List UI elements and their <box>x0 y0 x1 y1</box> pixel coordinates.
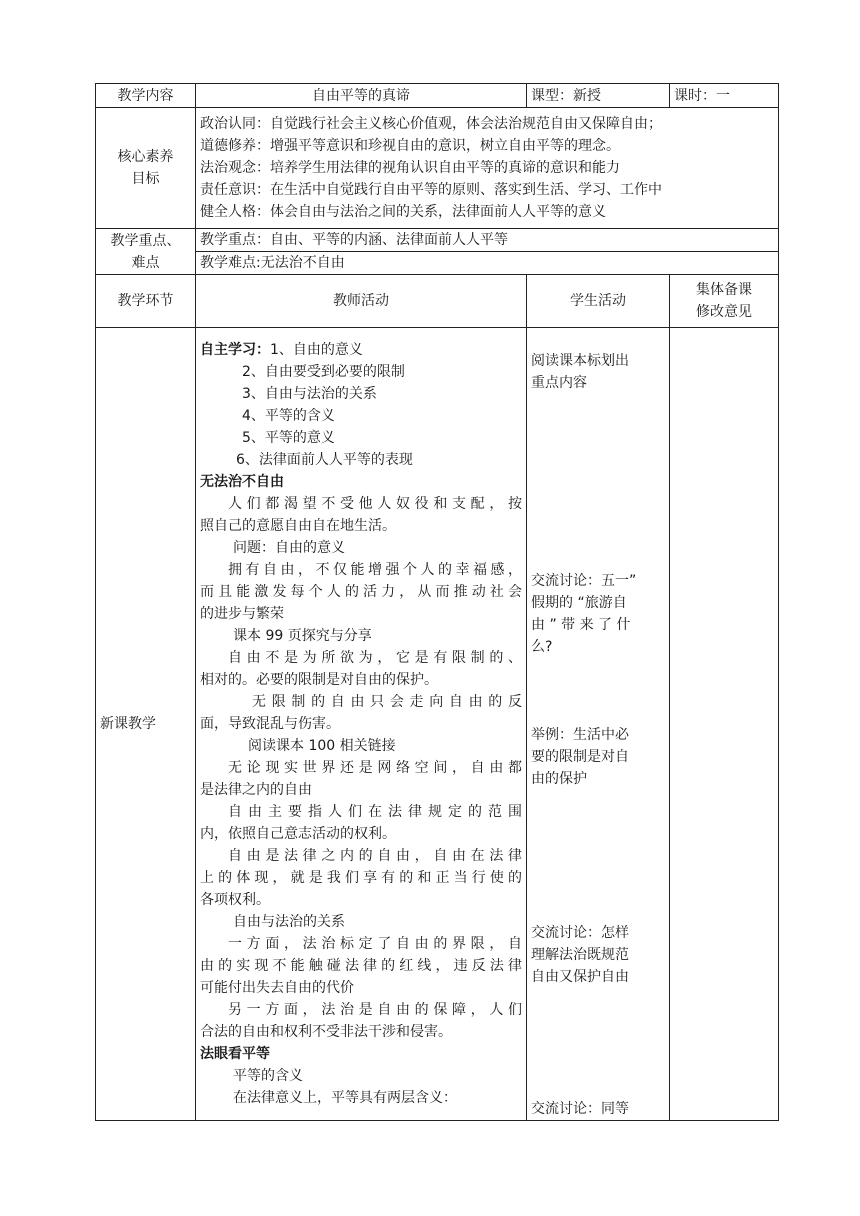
paragraph-line: 上的体现，就是我们享有的和正当行使的 <box>200 870 522 886</box>
section-title: 无法治不自由 <box>200 474 284 490</box>
paragraph-line: 无论现实世界还是网络空间，自由都 <box>228 760 522 776</box>
paragraph-line: 人们都渴望不受他人奴役和支配，按 <box>228 496 522 512</box>
self-study-title: 自主学习： <box>200 342 270 358</box>
goal-line: 政治认同：自觉践行社会主义核心价值观，体会法治规范自由又保障自由； <box>200 116 662 132</box>
section-title: 法眼看平等 <box>200 1046 270 1062</box>
paragraph-line: 而且能激发每个人的活力，从而推动社会 <box>200 584 522 600</box>
self-study-item: 2、自由要受到必要的限制 <box>242 364 405 380</box>
student-line: 理解法治既规范 <box>531 947 629 963</box>
student-line: 由 ” 带 来 了 什 <box>531 617 631 633</box>
self-study-item: 1、自由的意义 <box>270 342 363 358</box>
column-header-row <box>96 275 779 328</box>
goal-line: 道德修养：增强平等意识和珍视自由的意识，树立自由平等的理念。 <box>200 138 620 154</box>
notes-cell <box>670 328 779 1121</box>
paragraph-line: 问题：自由的意义 <box>233 540 345 556</box>
col-teacher: 教师活动 <box>196 275 527 328</box>
paragraph-line: 自由主要指人们在法律规定的范围 <box>228 804 522 820</box>
header-row <box>96 84 779 108</box>
goal-line: 责任意识：在生活中自觉践行自由平等的原则、落实到生活、学习、工作中 <box>200 182 662 198</box>
lesson-row <box>96 328 779 1121</box>
col-student: 学生活动 <box>527 275 670 328</box>
paragraph-line: 相对的。必要的限制是对自由的保护。 <box>200 672 438 688</box>
col-notes-line1: 集体备课 <box>696 282 752 298</box>
goals-label-line1: 核心素养 <box>117 149 174 165</box>
student-line: 阅读课本标划出 <box>531 353 629 369</box>
paragraph-line: 平等的含义 <box>233 1068 303 1084</box>
paragraph-line: 是法律之内的自由 <box>200 782 312 798</box>
paragraph-line: 的进步与繁荣 <box>200 606 284 622</box>
content-value: 自由平等的真谛 <box>196 84 527 108</box>
paragraph-line: 拥有自由，不仅能增强个人的幸福感， <box>228 562 522 578</box>
content-label: 教学内容 <box>96 84 196 108</box>
col-notes-line2: 修改意见 <box>696 304 752 320</box>
paragraph-line: 无限制的自由只会走向自由的反 <box>252 694 522 710</box>
student-line: 交流讨论：怎样 <box>531 925 629 941</box>
paragraph-line: 自由与法治的关系 <box>233 914 345 930</box>
col-stage: 教学环节 <box>96 275 196 328</box>
student-line: 假期的 “旅游自 <box>531 595 627 611</box>
teaching-focus: 教学重点：自由、平等的内涵、法律面前人人平等 <box>196 229 779 252</box>
student-line: 重点内容 <box>531 375 587 391</box>
student-activity <box>527 328 670 1121</box>
self-study-item: 3、自由与法治的关系 <box>242 386 377 402</box>
paragraph-line: 另一方面，法治是自由的保障，人们 <box>228 1002 522 1018</box>
paragraph-line: 可能付出失去自由的代价 <box>200 980 354 996</box>
lesson-type: 课型：新授 <box>527 84 670 108</box>
keypoints-label-line1: 教学重点、 <box>110 232 181 249</box>
paragraph-line: 一方面，法治标定了自由的界限，自 <box>228 936 522 952</box>
goals-content <box>196 108 779 229</box>
lesson-plan-table <box>95 83 779 1121</box>
goals-row <box>96 108 779 229</box>
student-line: 要的限制是对自 <box>531 749 629 765</box>
goal-line: 健全人格：体会自由与法治之间的关系，法律面前人人平等的意义 <box>200 204 606 220</box>
paragraph-line: 合法的自由和权利不受非法干涉和侵害。 <box>200 1024 452 1040</box>
paragraph-line: 自由是法律之内的自由，自由在法律 <box>228 848 522 864</box>
student-line: 由的保护 <box>531 771 587 787</box>
keypoints-label-line2: 难点 <box>131 254 160 271</box>
keypoints-label <box>96 229 196 275</box>
student-line: 交流讨论：五一” <box>531 573 637 589</box>
goal-line: 法治观念：培养学生用法律的视角认识自由平等的真谛的意识和能力 <box>200 160 620 176</box>
self-study-item: 6、法律面前人人平等的表现 <box>236 452 413 468</box>
student-line: 举例：生活中必 <box>531 727 629 743</box>
stage-cell: 新课教学 <box>96 328 196 1121</box>
student-line: 么? <box>531 639 553 655</box>
student-line: 交流讨论：同等 <box>531 1101 629 1117</box>
paragraph-line: 阅读课本 100 相关链接 <box>248 738 396 754</box>
goals-label <box>96 108 196 229</box>
student-line: 自由又保护自由 <box>531 969 629 985</box>
paragraph-line: 照自己的意愿自由自在地生活。 <box>200 518 396 534</box>
teacher-activity <box>196 328 527 1121</box>
col-notes <box>670 275 779 328</box>
teaching-difficulty: 教学难点:无法治不自由 <box>196 252 779 275</box>
paragraph-line: 由的实现不能触碰法律的红线，违反法律 <box>200 958 522 974</box>
paragraph-line: 课本 99 页探究与分享 <box>233 628 372 644</box>
paragraph-line: 面，导致混乱与伤害。 <box>200 716 340 732</box>
focus-row <box>96 229 779 252</box>
paragraph-line: 各项权利。 <box>200 892 270 908</box>
self-study-item: 4、平等的含义 <box>242 408 335 424</box>
paragraph-line: 自由不是为所欲为，它是有限制的、 <box>228 650 522 666</box>
lesson-period: 课时：一 <box>670 84 779 108</box>
goals-label-line2: 目标 <box>131 171 160 187</box>
paragraph-line: 在法律意义上，平等具有两层含义： <box>233 1090 457 1106</box>
self-study-item: 5、平等的意义 <box>242 430 335 446</box>
difficulty-row <box>96 252 779 275</box>
paragraph-line: 内，依照自己意志活动的权利。 <box>200 826 396 842</box>
